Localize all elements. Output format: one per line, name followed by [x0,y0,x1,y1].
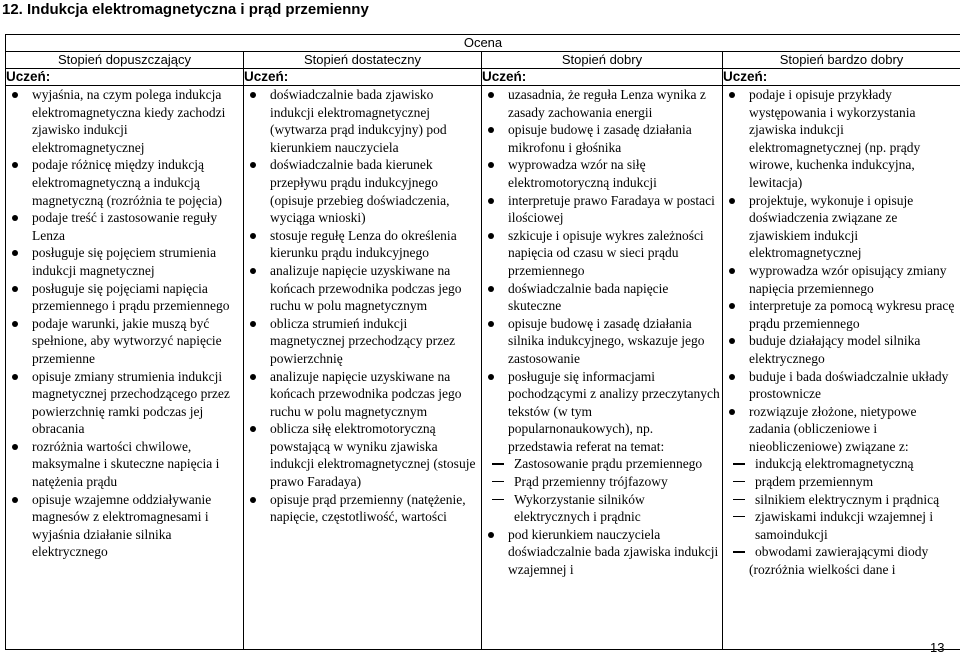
bullet-icon [488,127,494,133]
requirement-text: projektuje, wykonuje i opisuje doświadczenia związane ze zjawiskiem indukcji elektromagnetycznej [749,192,914,261]
section-title: 12. Indukcja elektromagnetyczna i prąd przemienny [2,1,369,18]
requirement-item [723,332,960,367]
requirement-item [6,491,243,561]
bullet-icon [250,268,256,274]
requirement-text: silnikiem elektrycznym i prądnicą [755,491,940,507]
bullet-icon [729,409,735,415]
requirement-text: uzasadnia, że reguła Lenza wynika z zasady zachowania energii [508,87,706,120]
requirement-text: podaje i opisuje przykłady występowania i wykorzystania zjawiska indukcji elektromagnetycznej (np. prądy wirowe, kuchenka indukcyjna, lewitacja) [749,87,921,190]
table-header-ocena: Ocena [6,35,960,52]
requirements-column-dostateczny [244,86,482,650]
bullet-icon [729,198,735,204]
student-label: Uczeń: [244,69,482,86]
requirement-text: doświadczalnie bada zjawisko indukcji elektromagnetycznej (wytwarza prąd indukcyjny) pod kierunkiem nauczyciela [270,87,447,155]
bullet-icon [250,162,256,168]
requirement-item [244,491,481,526]
requirements-list [244,86,481,526]
bullet-icon [488,374,494,380]
requirement-item [723,561,960,579]
bullet-icon [729,92,735,98]
bullet-icon [488,532,494,538]
bullet-icon [12,374,18,380]
bullet-icon [250,233,256,239]
requirement-item [244,156,481,226]
requirement-text: opisuje budowę i zasadę działania mikrofonu i głośnika [508,122,692,155]
grade-header-dopuszczajacy: Stopień dopuszczający [6,52,244,69]
bullet-icon [488,286,494,292]
requirement-item [723,86,960,192]
requirement-text: opisuje budowę i zasadę działania silnika indukcyjnego, wskazuje jego zastosowanie [508,315,705,366]
requirement-item [6,368,243,438]
grade-header-bardzo-dobry: Stopień bardzo dobry [723,52,960,69]
requirement-item [482,491,722,526]
requirement-text: oblicza strumień indukcji magnetycznej przechodzący przez powierzchnię [270,315,456,366]
requirements-list [482,86,722,579]
requirements-column-bardzo-dobry [723,86,960,650]
requirements-column-dopuszczajacy [6,86,244,650]
dash-icon [733,516,745,517]
requirement-item [244,420,481,490]
requirement-text: stosuje regułę Lenza do określenia kierunku prądu indukcyjnego [270,227,457,261]
bullet-icon [250,92,256,98]
requirement-text: prądem przemiennym [755,474,874,490]
requirement-text: Wykorzystanie silników elektrycznych i prądnic [514,491,645,525]
requirement-text: zjawiskami indukcji wzajemnej i samoindukcji [755,509,934,542]
requirement-text: analizuje napięcie uzyskiwane na końcach przewodnika podczas jego ruchu w polu magnetycznym [270,262,462,314]
requirement-item [482,473,722,491]
requirement-item [6,86,243,156]
requirement-item [482,227,722,280]
bullet-icon [12,444,18,450]
requirement-text: interpretuje za pomocą wykresu pracę prądu przemiennego [749,298,955,331]
requirement-text: opisuje zmiany strumienia indukcji magnetycznej przechodzącego przez powierzchnię ramki podczas jej obracania [32,368,230,437]
requirement-item [723,455,960,473]
requirement-item [6,280,243,315]
requirement-item [244,368,481,421]
requirements-list [723,86,960,579]
requirement-text: (rozróżnia wielkości dane i [749,562,896,578]
requirement-text: obwodami zawierającymi diody [755,544,929,560]
requirement-text: buduje działający model silnika elektrycznego [749,333,921,366]
requirement-item [723,403,960,456]
requirement-item [723,543,960,561]
bullet-icon [250,426,256,432]
requirement-item [482,86,722,121]
requirement-text: opisuje prąd przemienny (natężenie, napięcie, częstotliwość, wartości [270,491,466,525]
requirement-item [482,192,722,227]
requirement-text: posługuje się informacjami pochodzącymi z analizy przeczytanych tekstów (w tym popularnonaukowych), np. przedstawia referat na temat: [508,368,720,454]
requirement-item [244,262,481,315]
requirement-text: szkicuje i opisuje wykres zależności napięcia od czasu w sieci prądu przemiennego [508,227,704,278]
requirement-text: podaje warunki, jakie muszą być spełnione, aby wytworzyć napięcie przemienne [32,315,222,366]
requirement-item [6,315,243,368]
bullet-icon [729,303,735,309]
requirement-item [6,438,243,491]
requirement-item [723,473,960,491]
requirement-text: Zastosowanie prądu przemiennego [514,456,703,472]
student-label: Uczeń: [482,69,723,86]
dash-icon [733,463,745,464]
requirement-item [244,86,481,156]
requirement-text: podaje różnicę między indukcją elektromagnetyczną a indukcją magnetyczną (rozróżnia te pojęcia) [32,157,223,208]
grade-header-dobry: Stopień dobry [482,52,723,69]
student-label: Uczeń: [6,69,244,86]
requirement-text: opisuje wzajemne oddziaływanie magnesów z elektromagnesami i wyjaśnia działanie silnika elektrycznego [32,491,212,560]
requirement-item [482,455,722,473]
requirement-text: analizuje napięcie uzyskiwane na końcach przewodnika podczas jego ruchu w polu magnetycznym [270,368,462,419]
requirement-item [482,156,722,191]
bullet-icon [12,286,18,292]
requirement-item [482,526,722,579]
requirement-text: rozwiązuje złożone, nietypowe zadania (obliczeniowe i nieobliczeniowe) związane z: [749,403,917,454]
bullet-icon [250,321,256,327]
bullet-icon [12,321,18,327]
requirement-item [482,121,722,156]
grading-table [5,34,960,650]
bullet-icon [729,374,735,380]
requirement-item [6,156,243,209]
bullet-icon [488,321,494,327]
bullet-icon [488,92,494,98]
requirement-text: doświadczalnie bada napięcie skuteczne [508,280,669,314]
bullet-icon [250,374,256,380]
requirement-item [482,315,722,368]
requirement-item [6,244,243,279]
requirement-item [482,368,722,456]
requirement-text: pod kierunkiem nauczyciela doświadczalnie bada zjawiska indukcji wzajemnej i [508,526,719,578]
requirement-item [244,227,481,262]
requirement-item [723,262,960,297]
requirement-item [482,280,722,315]
bullet-icon [12,92,18,98]
requirement-item [723,368,960,403]
dash-icon [492,463,504,464]
bullet-icon [488,233,494,239]
requirement-item [6,209,243,244]
requirement-text: rozróżnia wartości chwilowe, maksymalne i skuteczne napięcia i natężenia prądu [32,438,220,490]
bullet-icon [729,268,735,274]
requirement-item [723,297,960,332]
bullet-icon [12,215,18,221]
requirement-text: buduje i bada doświadczalnie układy prostownicze [749,368,949,402]
requirement-text: posługuje się pojęciami napięcia przemiennego i prądu przemiennego [32,280,230,314]
requirement-text: wyprowadza wzór na siłę elektromotoryczną indukcji [508,157,657,190]
bullet-icon [12,250,18,256]
requirement-text: podaje treść i zastosowanie reguły Lenza [32,210,218,243]
requirement-text: posługuje się pojęciem strumienia indukcji magnetycznej [32,245,217,278]
dash-icon [733,551,745,552]
requirement-text: oblicza siłę elektromotoryczną powstającą w wyniku zjawiska indukcji elektromagnetycznej (stosuje prawo Faradaya) [270,421,476,490]
page-number: 13 [930,640,945,655]
bullet-icon [729,338,735,344]
requirement-item [723,508,960,543]
bullet-icon [488,162,494,168]
grade-header-dostateczny: Stopień dostateczny [244,52,482,69]
student-label: Uczeń: [723,69,960,86]
dash-icon [492,499,504,500]
bullet-icon [12,162,18,168]
bullet-icon [250,497,256,503]
requirement-text: doświadczalnie bada kierunek przepływu prądu indukcyjnego (opisuje przebieg doświadczenia, wyciąga wnioski) [270,157,450,226]
requirement-text: indukcją elektromagnetyczną [755,456,914,472]
requirements-list [6,86,243,561]
requirement-item [244,315,481,368]
requirements-column-dobry [482,86,723,650]
requirement-text: Prąd przemienny trójfazowy [514,474,668,490]
requirement-item [723,491,960,509]
dash-icon [733,499,745,500]
requirement-text: interpretuje prawo Faradaya w postaci ilościowej [508,192,715,226]
requirement-text: wyjaśnia, na czym polega indukcja elektromagnetyczna kiedy zachodzi zjawisko indukcji elektromagnetycznej [32,87,226,155]
dash-icon [733,481,745,482]
requirement-item [723,192,960,262]
bullet-icon [488,198,494,204]
dash-icon [492,481,504,482]
bullet-icon [12,497,18,503]
requirement-text: wyprowadza wzór opisujący zmiany napięcia przemiennego [749,262,947,296]
